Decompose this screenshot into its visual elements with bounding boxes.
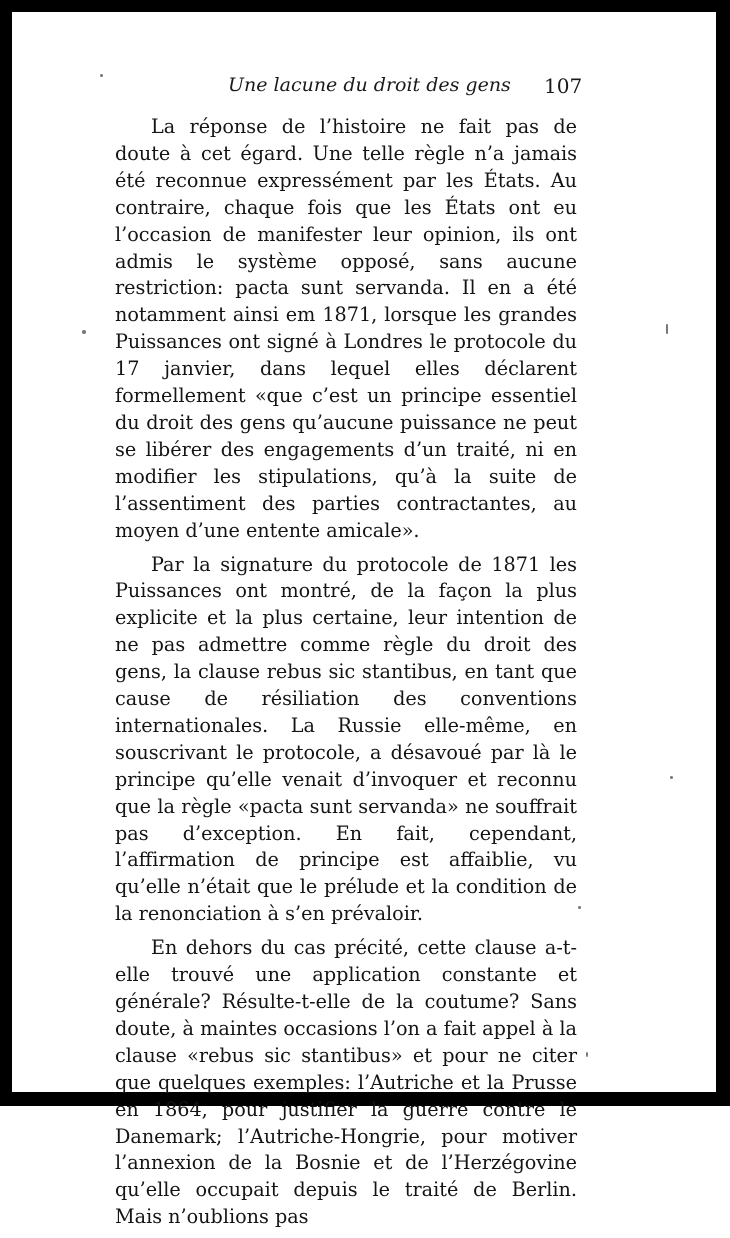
scan-speck <box>100 74 103 77</box>
page-number: 107 <box>544 74 583 98</box>
running-title: Une lacune du droit des gens <box>228 74 511 96</box>
body-text <box>115 114 577 1238</box>
scan-speck <box>586 1052 588 1057</box>
scan-speck <box>666 324 668 334</box>
scan-speck <box>578 906 581 909</box>
paragraph-1: La réponse de l’histoire ne fait pas de doute à cet égard. Une telle règle n’a jamais été reconnue expressément par les États. Au contraire, chaque fois que les États ont eu l’occasion de manifester leur opinion, ils ont admis le système opposé, sans aucune restriction: pacta sunt servanda. Il en a été notamment ainsi em 1871, lorsque les grandes Puissances ont signé à Londres le protocole du 17 janvier, dans lequel elles déclarent formellement «que c’est un principe essentiel du droit des gens qu’aucune puissance ne peut se libérer des engagements d’un traité, ni en modifier les stipulations, qu’à la suite de l’assentiment des parties contractantes, au moyen d’une entente amicale». <box>115 115 577 542</box>
paragraph-2: Par la signature du protocole de 1871 les Puissances ont montré, de la façon la plus explicite et la plus certaine, leur intention de ne pas admettre comme règle du droit des gens, la clause rebus sic stantibus, en tant que cause de résiliation des conventions internationales. La Russie elle-même, en souscrivant le protocole, a désavoué par là le principe qu’elle venait d’invoquer et reconnu que la règle «pacta sunt servanda» ne souffrait pas d’exception. En fait, cependant, l’affirmation de principe est affaiblie, vu qu’elle n’était que le prélude et la condition de la renonciation à s’en prévaloir. <box>115 552 577 926</box>
scan-speck <box>82 330 86 334</box>
scan-speck <box>670 776 673 779</box>
paragraph-3: En dehors du cas précité, cette clause a-t-elle trouvé une application constante et générale? Résulte-t-elle de la coutume? Sans doute, à maintes occasions l’on a fait appel à la clause «rebus sic stantibus» et pour ne citer que quelques exemples: l’Autriche et la Prusse en 1864, pour justifier la guerre contre le Danemark; l’Autriche-Hongrie, pour motiver l’annexion de la Bosnie et de l’Herzégovine qu’elle occupait depuis le traité de Berlin. Mais n’oublions pas <box>115 936 577 1229</box>
page-header <box>12 74 716 104</box>
book-page <box>12 12 716 1229</box>
